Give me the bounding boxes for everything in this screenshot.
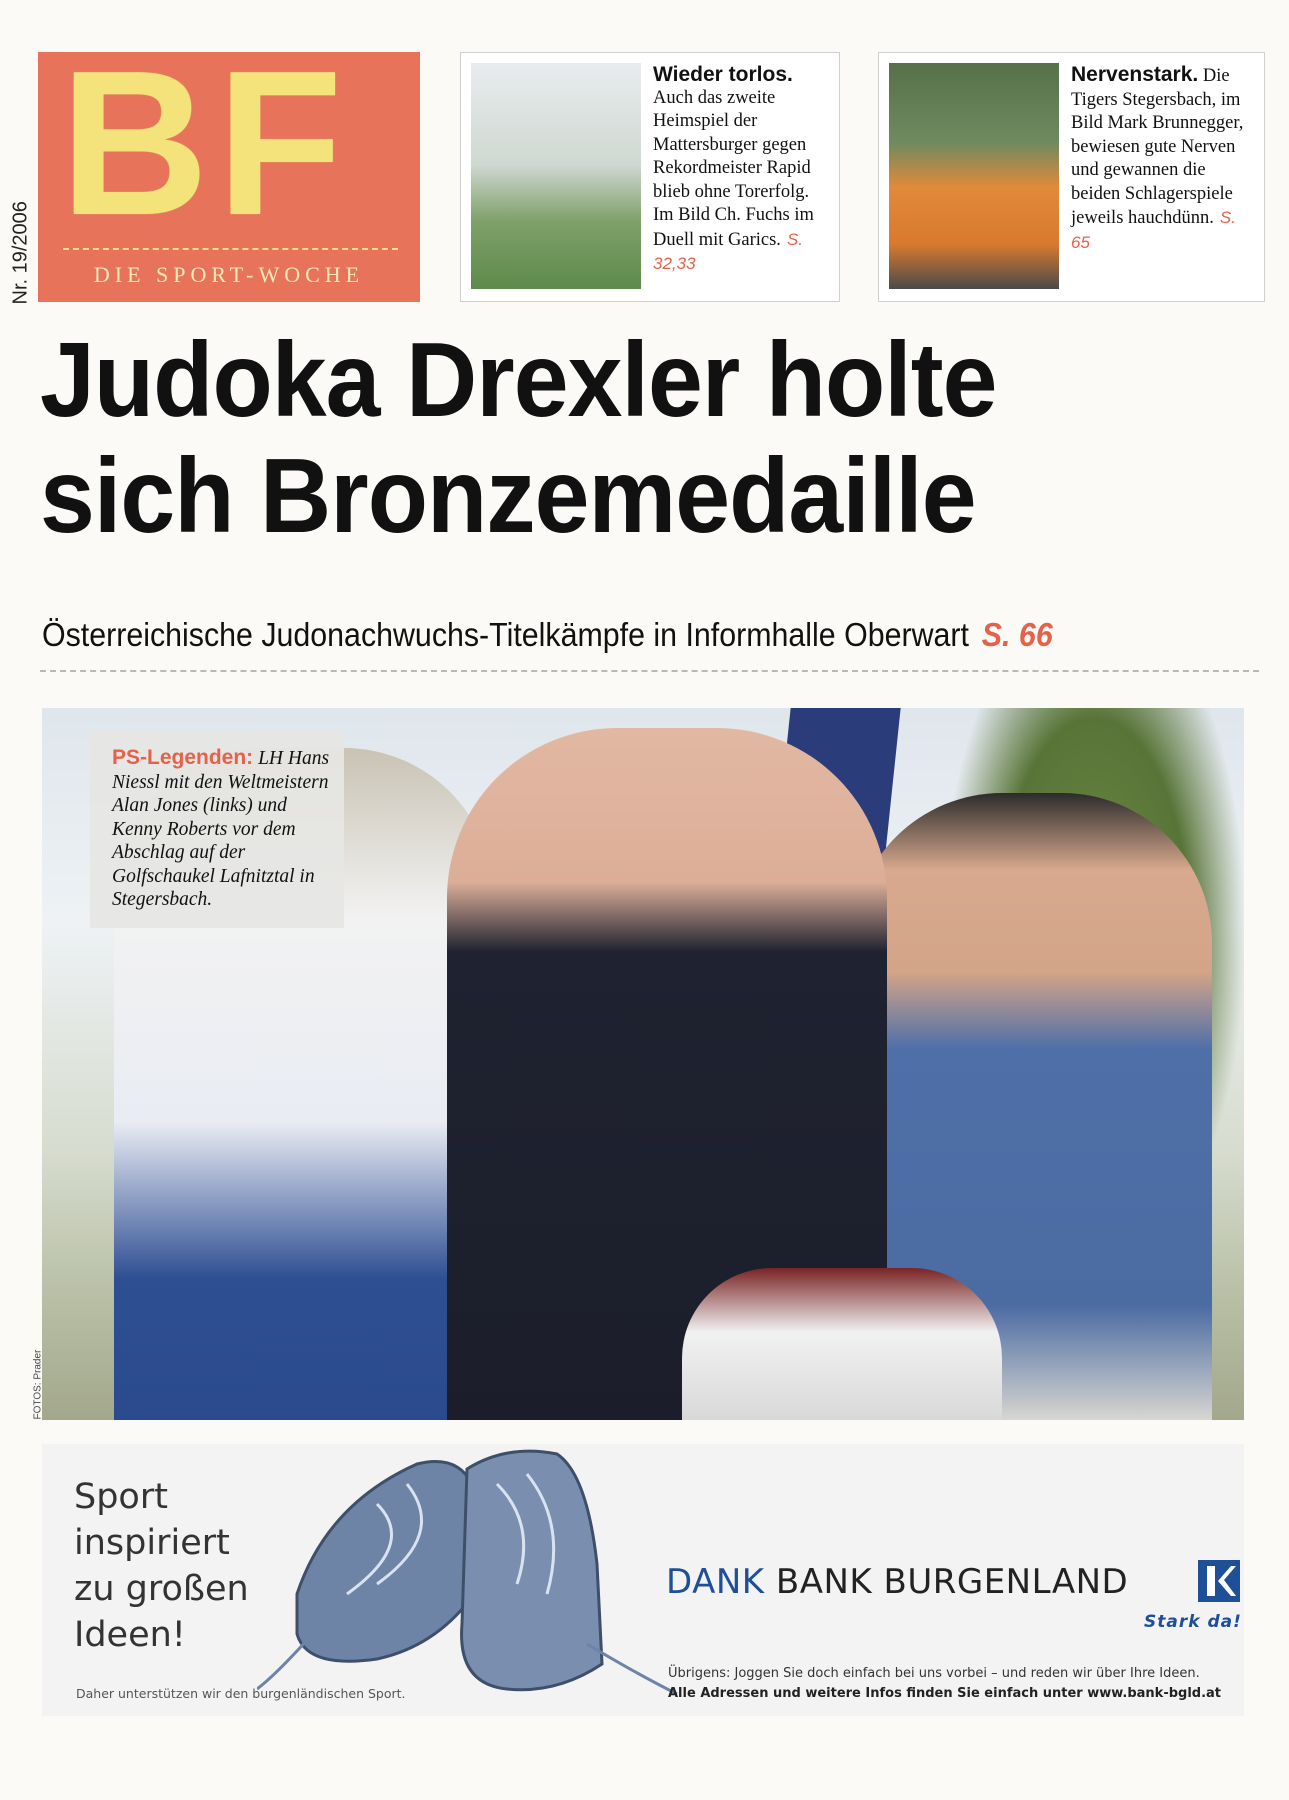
section-divider [40,670,1259,672]
logo-tagline: DIE SPORT-WOCHE [93,262,365,287]
teaser-football-text [653,63,831,277]
ad-info-line: Übrigens: Joggen Sie doch einfach bei uns vorbei – und reden wir über Ihre Ideen. [668,1666,1200,1681]
masthead-logo [38,28,420,302]
subline-text: Österreichische Judonachwuchs-Titelkämpfe in Informhalle Oberwart [42,616,969,653]
bank-name: BANK BURGENLAND [775,1562,1129,1602]
ad-support-text: Daher unterstützen wir den burgenländischen Sport. [76,1686,406,1701]
teaser-football[interactable] [460,52,840,302]
caption-text: LH Hans Niessl mit den Weltmeistern Alan Jones (links) und Kenny Roberts vor dem Abschlag auf der Golfschaukel Lafnitztal in Stegersbach. [112,748,330,910]
teaser-page-ref[interactable]: S. 65 [1071,208,1236,252]
main-headline[interactable] [40,322,1184,554]
bank-wordmark [666,1562,1128,1602]
photo-credit: FOTOS: Prader [32,1349,44,1420]
teaser-body: Auch das zweite Heimspiel der Mattersburger gegen Rekordmeister Rapid blieb ohne Torerfolg. Im Bild Ch. Fuchs im Duell mit Garics. [653,87,814,250]
teaser-headline: Nervenstark. [1071,63,1199,86]
photo-caption [90,732,344,928]
main-photo [42,708,1244,1420]
bank-advertisement[interactable] [42,1444,1244,1716]
bank-logo-icon [1198,1560,1240,1602]
slogan-line: Sport [74,1477,168,1517]
photo-golf-bag [682,1268,1002,1420]
teaser-hockey-photo [889,63,1059,289]
teaser-hockey-text [1071,63,1256,255]
issue-number: Nr. 19/2006 [9,201,32,305]
teaser-hockey[interactable] [878,52,1265,302]
slogan-line: inspiriert [74,1523,230,1563]
ad-url-line[interactable]: Alle Adressen und weitere Infos finden Sie einfach unter www.bank-bgld.at [668,1686,1222,1701]
slogan-line: zu großen [74,1569,249,1609]
slogan-line: Ideen! [74,1615,186,1655]
headline-line-2: sich Bronzemedaille [40,437,976,555]
logo-divider [63,248,398,250]
headline-line-1: Judoka Drexler holte [40,321,997,439]
teaser-page-ref[interactable]: S. 32,33 [653,229,803,273]
teaser-body: Die Tigers Stegersbach, im Bild Mark Brunnegger, bewiesen gute Nerven und gewannen die beiden Schlagerspiele jeweils hauchdünn. [1071,66,1244,228]
bank-dank: DANK [666,1562,765,1602]
logo-letters: BF [60,28,351,258]
teaser-headline: Wieder torlos. [653,63,793,86]
ad-slogan [74,1474,304,1658]
teaser-football-photo [471,63,641,289]
sneakers-illustration [257,1444,687,1699]
main-subline [42,616,1183,654]
bank-claim: Stark da! [1144,1612,1242,1632]
caption-title: PS-Legenden: [112,746,254,769]
main-page-ref[interactable]: S. 66 [981,616,1053,653]
